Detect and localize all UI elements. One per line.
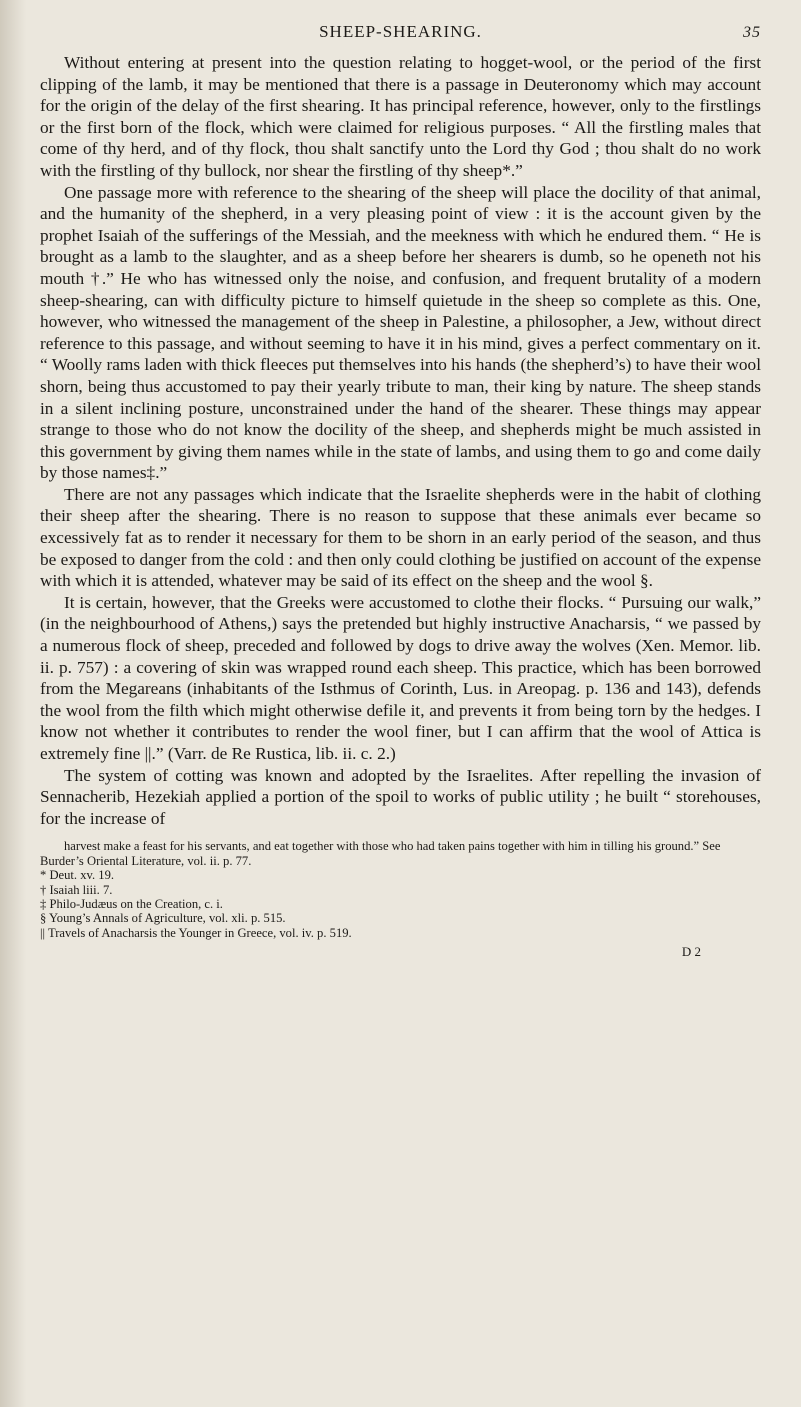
paragraph: The system of cotting was known and adopted by the Israelites. After repelling the invasion of Sennacherib, Hezekiah applied a portion of the spoil to works of public utility ; he built “ storehouses, for the increase of: [40, 765, 761, 828]
signature-mark: D 2: [681, 944, 701, 960]
footnote: * Deut. xv. 19.: [40, 868, 115, 883]
paragraph: There are not any passages which indicate that the Israelite shepherds were in the habit of clothing their sheep after the shearing. There is no reason to suppose that these animals ever became so excessively fat as to render it necessary for them to be shorn in an early period of the season, and thus be exposed to danger from the cold : and then only could clothing be justified on account of the expense with which it is attended, whatever may be said of its effect on the sheep and the wool §.: [40, 484, 761, 591]
paragraph: One passage more with reference to the shearing of the sheep will place the docility of that animal, and the humanity of the shepherd, in a very pleasing point of view : it is the account given by the prophet Isaiah of the sufferings of the Messiah, and the meekness with which he endured them. “ He is brought as a lamb to the slaughter, and as a sheep before her shearers is dumb, so he openeth not his mouth †.” He who has witnessed only the noise, and confusion, and frequent brutality of a modern sheep-shearing, can with difficulty picture to himself quietude in the sheep so complete as this. One, however, who witnessed the management of the sheep in Palestine, a philosopher, a Jew, without direct reference to this passage, and without seeming to have it in his mind, gives a perfect commentary on it. “ Woolly rams laden with thick fleeces put themselves into his hands (the shepherd’s) to have their wool shorn, being thus accustomed to pay their yearly tribute to man, their king by nature. The sheep stands in a silent inclining posture, unconstrained under the hand of the shearer. These things may appear strange to those who do not know the docility of the sheep, and shepherds might be much assisted in this government by giving them names while in the state of lambs, and using them to go and come daily by those names‡.”: [40, 182, 761, 483]
running-title: SHEEP-SHEARING.: [319, 22, 482, 41]
footnote: ‡ Philo-Judæus on the Creation, c. i.: [40, 897, 223, 911]
footnotes: [40, 839, 761, 940]
paragraph: Without entering at present into the question relating to hogget-wool, or the period of the first clipping of the lamb, it may be mentioned that there is a passage in Deuteronomy which may account for the origin of the delay of the first shearing. It has principal reference, however, only to the firstlings or the first born of the flock, which were claimed for religious purposes. “ All the firstling males that come of thy herd, and of thy flock, thou shalt sanctify unto the Lord thy God ; thou shalt do no work with the firstling of thy bullock, nor shear the firstling of thy sheep*.”: [40, 53, 761, 180]
body-text: [40, 52, 761, 829]
footnote: † Isaiah liii. 7.: [40, 882, 113, 897]
footnote: § Young’s Annals of Agriculture, vol. xli. p. 515.: [40, 911, 286, 926]
footnote: || Travels of Anacharsis the Younger in Greece, vol. iv. p. 519.: [40, 925, 352, 940]
binding-shadow: [0, 0, 26, 1407]
paragraph: It is certain, however, that the Greeks were accustomed to clothe their flocks. “ Pursuing our walk,” (in the neighbourhood of Athens,) says the pretended but highly instructive Anacharsis, “ we passed by a numerous flock of sheep, preceded and followed by dogs to drive away the wolves (Xen. Memor. lib. ii. p. 757) : a covering of skin was wrapped round each sheep. This practice, which has been borrowed from the Megareans (inhabitants of the Isthmus of Corinth, Lus. in Areopag. p. 136 and 143), defends the wool from the filth which might otherwise defile it, and prevents it from being torn by the hedges. I know not whether it contributes to render the wool finer, but I can affirm that the wool of Attica is extremely fine ||.” (Varr. de Re Rustica, lib. ii. c. 2.): [40, 592, 761, 763]
page-header: [40, 22, 761, 48]
footnote-continuation: harvest make a feast for his servants, and eat together with those who had taken pains together with him in tilling his ground.” See Burder’s Oriental Literature, vol. ii. p. 77.: [40, 839, 721, 868]
page-number: 35: [743, 24, 761, 41]
